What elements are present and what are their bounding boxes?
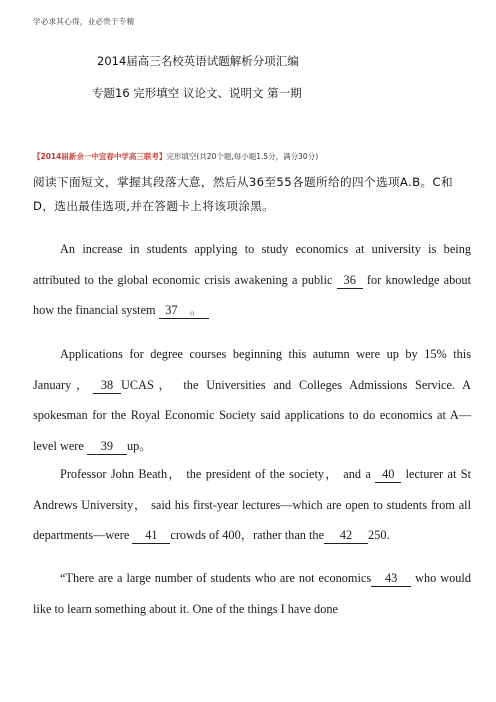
blank-42: 42 — [324, 528, 368, 544]
passage-paragraph-2 — [33, 339, 471, 461]
blank-40: 40 — [375, 467, 401, 483]
blank-37: 37 。 — [159, 303, 209, 319]
document-subtitle: 专题16 完形填空 议论文、说明文 第一期 — [92, 86, 302, 100]
blank-39: 39 — [87, 439, 127, 455]
paragraph-text: lecturer at St Andrews University， said his first-year lectures—which are open to students from all departments—were — [33, 467, 471, 542]
blank-36: 36 — [337, 273, 363, 289]
paragraph-text: up。 — [126, 438, 152, 453]
blank-43: 43 — [371, 571, 411, 587]
blank-41: 41 — [132, 528, 170, 544]
instructions: 阅读下面短文，掌握其段落大意，然后从36至55各题所给的四个选项A.B。C和D，选出最佳选项,并在答题卡上将该项涂黑。 — [33, 175, 453, 213]
document-title: 2014届高三名校英语试题解析分项汇编 — [97, 54, 299, 68]
paragraph-text: “There are a large number of students who are not economics — [60, 571, 372, 585]
paragraph-text: crowds of 400，rather than the — [170, 528, 325, 542]
passage-paragraph-4 — [33, 563, 471, 624]
source-tag: 【2014届新余一中宜春中学高三联考】 — [33, 152, 167, 161]
paragraph-text: UCAS， the Universities and Colleges Admissions Service. A spokesman for the Royal Economic Society said applications to do economics at A—level were — [33, 377, 472, 453]
blank-38: 38 — [93, 378, 121, 394]
paragraph-text: 250. — [368, 528, 390, 542]
passage-paragraph-1 — [33, 234, 471, 326]
header-motto: 学必求其心得，业必贵于专精 — [33, 17, 135, 26]
paragraph-text: Professor John Beath， the president of the society， and a — [60, 467, 376, 481]
paragraph-text: An increase in students applying to study economics at university is being attributed to the global economic crisis awakening a public — [33, 242, 471, 287]
paragraph-text: for knowledge about how the financial system — [33, 272, 471, 317]
paragraph-text: who would like to learn something about it. One of the things I have done — [33, 571, 471, 616]
source-description: 完形填空(共20个题,每小题1.5分，满分30分) — [166, 152, 319, 161]
passage-paragraph-3 — [33, 459, 471, 551]
paragraph-text: Applications for degree courses beginning this autumn were up by 15% this January， — [33, 347, 471, 392]
question-source — [33, 151, 318, 162]
